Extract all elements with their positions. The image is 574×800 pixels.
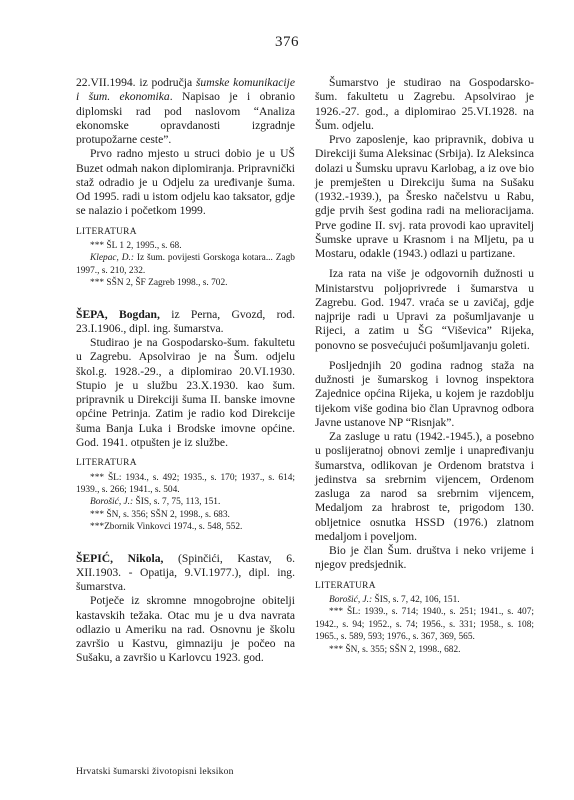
entry-intro: iz Perna, Gvozd, rod. 23.I.1906., dipl. ing. šumarstva. <box>76 307 295 335</box>
right-column <box>315 76 534 656</box>
literatura-heading: LITERATURA <box>315 580 376 591</box>
entry-heading-sepic-nikola <box>76 552 295 595</box>
entry-paragraph: Potječe iz skromne mnogobrojne obitelji kastavskih težaka. Otac mu je u dva navrata odlazio u Ameriku na rad. Osnovnu je školu završio u Kastvu, gimnaziju je počeo na Sušaku, a završio u Karlovcu 1923. god. <box>76 594 295 665</box>
left-column <box>76 76 295 666</box>
literature-item: *** ŠN, s. 355; SŠN 2, 1998., 682. <box>329 644 461 655</box>
entry-intro: (Spinčići, Kastav, 6. XII.1903. - Opatija, 9.VI.1977.), dipl. ing. šumarstva. <box>76 551 295 594</box>
entry-name: ŠEPIĆ, Nikola, <box>76 551 164 565</box>
literatura-heading: LITERATURA <box>76 458 137 469</box>
literature-item: *** ŠL: 1939., s. 714; 1940., s. 251; 1941., s. 407; 1942., s. 94; 1952., s. 74; 1956., s. 331; 1958., s. 108; 1965., s. 589, 593; 1976., s. 367, 369, 565. <box>315 607 534 643</box>
footer-publication-title: Hrvatski šumarski životopisni leksikon <box>76 766 234 777</box>
entry-paragraph: Za zasluge u ratu (1942.-1945.), a posebno u poslijeratnoj obnovi zemlje i unapređivanju šumarstva, odlikovan je Ordenom bratstva i jedinstva sa srebrnim vijencem, Ordenom zasluga za narod sa srebrnim vijencem, Medaljom za hrabrost te, prigodom 130. obljetnice osnutka HSSD (1976.) zlatnom medaljom i poveljom. <box>315 430 534 543</box>
entry-name: ŠEPA, Bogdan, <box>76 307 160 321</box>
page-number: 376 <box>275 34 299 50</box>
literature-item: *** ŠN, s. 356; SŠN 2, 1998., s. 683. <box>90 509 230 520</box>
literature-item <box>76 252 295 277</box>
entry-paragraph: Prvo zaposlenje, kao pripravnik, dobiva u Direkciji šuma Aleksinac (Srbija). Iz Aleksinca dolazi u Šumsku upravu Karlobag, a iz ove bio je premješten u Direkciju šuma na Sušaku (1932.-1939.), pa Šresko načelstvu u Rabu, gdje prvih šest godina radi na melioracijama. Prve godine II. svj. rata provodi kao upravitelj Šumske uprave u Krasnom i na Mljetu, pa u Mostaru, odakle (1943.) odlazi u partizane. <box>315 133 534 260</box>
intro-text: 22.VII.1994. iz područja <box>76 76 196 89</box>
literature-ref: ŠIS, s. 7, 75, 113, 151. <box>133 497 221 508</box>
entry-paragraph: Posljednjih 20 godina radnog staža na dužnosti je šumarskog i lovnog inspektora Zajednice općina Rijeka, u kojem je razdoblju tijekom više godina bio član Upravnog odbora Javne ustanove NP “Risnjak”. <box>315 358 534 429</box>
literature-item: *** ŠL: 1934., s. 492; 1935., s. 170; 1937., s. 614; 1939., s. 266; 1941., s. 504. <box>76 472 295 496</box>
entry-paragraph: Iza rata na više je odgovornih dužnosti u Ministarstvu poljoprivrede i šumarstva u Zagrebu. God. 1947. vraća se u zavičaj, gdje najprije radi u Upravi za pošumljavanje u Rijeci, a zatim u ŠG “Viševica” Rijeka, ponovno se posvećujući pošumljavanju goleti. <box>315 267 534 352</box>
entry-continuation-intro <box>76 76 295 147</box>
literature-item <box>315 594 534 606</box>
literature-ref: Iz šum. povijesti Gorskoga kotara... Zagb 1997., s. 210, 232. <box>76 253 295 276</box>
literature-item: ***Zbornik Vinkovci 1974., s. 548, 552. <box>90 522 243 533</box>
literature-item: *** ŠL 1 2, 1995., s. 68. <box>90 241 182 251</box>
intro-text-end: . Napisao je i obranio diplomski rad pod naslovom “Analiza ekonomske opravdanosti izgradnje protupožarne ceste”. <box>76 90 295 146</box>
literature-item <box>76 496 295 508</box>
entry-heading-sepa-bogdan <box>76 308 295 337</box>
literature-author: Borošić, J.: <box>90 497 134 508</box>
entry-paragraph: Šumarstvo je studirao na Gospodarsko-šum. fakultetu u Zagrebu. Apsolvirao je 1926.-27. god., a diplomirao 25.VI.1928. na Šum. odjelu. <box>315 76 534 132</box>
literature-author: Borošić, J.: <box>329 595 373 605</box>
literature-item: *** SŠN 2, ŠF Zagreb 1998., s. 702. <box>90 278 228 289</box>
intro-italic: šumske komunikacije i šum. ekonomika <box>76 76 295 104</box>
literature-author: Klepac, D.: <box>90 253 135 264</box>
literatura-heading: LITERATURA <box>76 226 137 237</box>
entry-paragraph: Studirao je na Gospodarsko-šum. fakultetu u Zagrebu. Apsolvirao je na Šum. odjelu škol.g. 1928.-29., a diplomirao 20.VI.1930. Stupio je u službu 23.X.1930. kao šum. pripravnik u Direkciji šuma II. banske imovne općine Petrinja. Zatim je radio kod Direkcije šuma Banja Luka i Brodske imovne općine. God. 1941. otpušten je iz službe. <box>76 336 295 449</box>
entry-paragraph: Prvo radno mjesto u struci dobio je u UŠ Buzet odmah nakon diplomiranja. Pripravnički staž odradio je u Odjelu za uređivanje šuma. Od 1995. radi u istom odjelu kao taksator, gdje se nalazio i početkom 1999. <box>76 147 295 218</box>
literature-ref: ŠIS, s. 7, 42, 106, 151. <box>372 595 460 605</box>
entry-paragraph: Bio je član Šum. društva i neko vrijeme i njegov predsjednik. <box>315 544 534 572</box>
